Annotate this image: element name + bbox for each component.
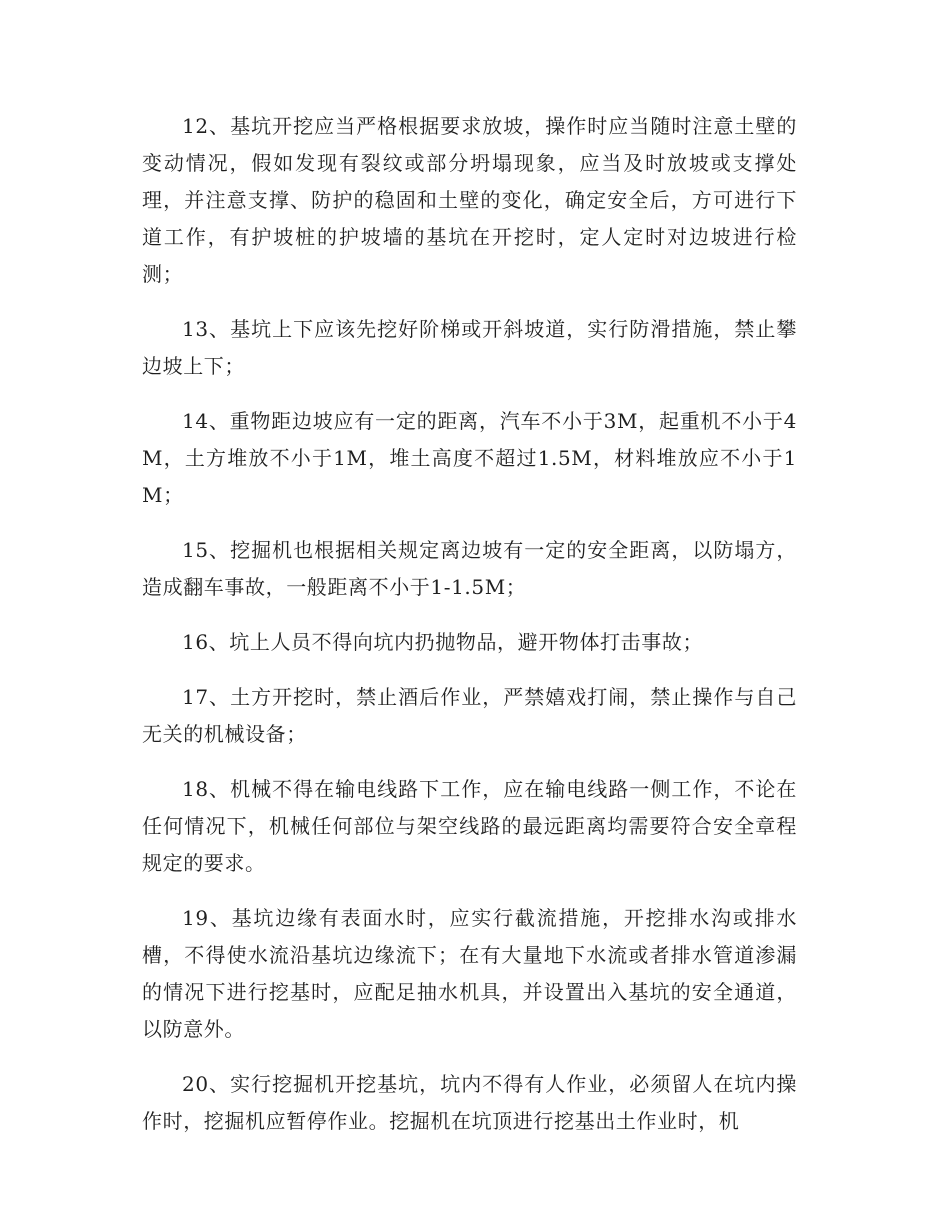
paragraph-12: 12、基坑开挖应当严格根据要求放坡，操作时应当随时注意土壁的变动情况，假如发现有裂纹或部分坍塌现象，应当及时放坡或支撑处理，并注意支撑、防护的稳固和土壁的变化，确定安全后，方可进行下道工作，有护坡桩的护坡墙的基坑在开挖时，定人定时对边坡进行检测； [142, 114, 797, 286]
paragraph-15: 15、挖掘机也根据相关规定离边坡有一定的安全距离，以防塌方，造成翻车事故，一般距离不小于1-1.5M； [142, 538, 797, 599]
paragraph-18: 18、机械不得在输电线路下工作，应在输电线路一侧工作，不论在任何情况下，机械任何部位与架空线路的最远距离均需要符合安全章程规定的要求。 [142, 777, 797, 875]
paragraph-19: 19、基坑边缘有表面水时，应实行截流措施，开挖排水沟或排水槽，不得使水流沿基坑边缘流下；在有大量地下水流或者排水管道渗漏的情况下进行挖基时，应配足抽水机具，并设置出入基坑的安全通道，以防意外。 [142, 906, 797, 1041]
paragraph-17: 17、土方开挖时，禁止酒后作业，严禁嬉戏打闹，禁止操作与自己无关的机械设备； [142, 685, 797, 746]
paragraph-20: 20、实行挖掘机开挖基坑，坑内不得有人作业，必须留人在坑内操作时，挖掘机应暂停作业。挖掘机在坑顶进行挖基出土作业时，机 [142, 1072, 797, 1133]
paragraph-14: 14、重物距边坡应有一定的距离，汽车不小于3M，起重机不小于4M，土方堆放不小于1M，堆土高度不超过1.5M，材料堆放应不小于1M； [142, 409, 797, 507]
document-body [142, 108, 797, 1158]
paragraph-13: 13、基坑上下应该先挖好阶梯或开斜坡道，实行防滑措施，禁止攀边坡上下； [142, 317, 797, 378]
paragraph-16: 16、坑上人员不得向坑内扔抛物品，避开物体打击事故； [182, 630, 704, 654]
